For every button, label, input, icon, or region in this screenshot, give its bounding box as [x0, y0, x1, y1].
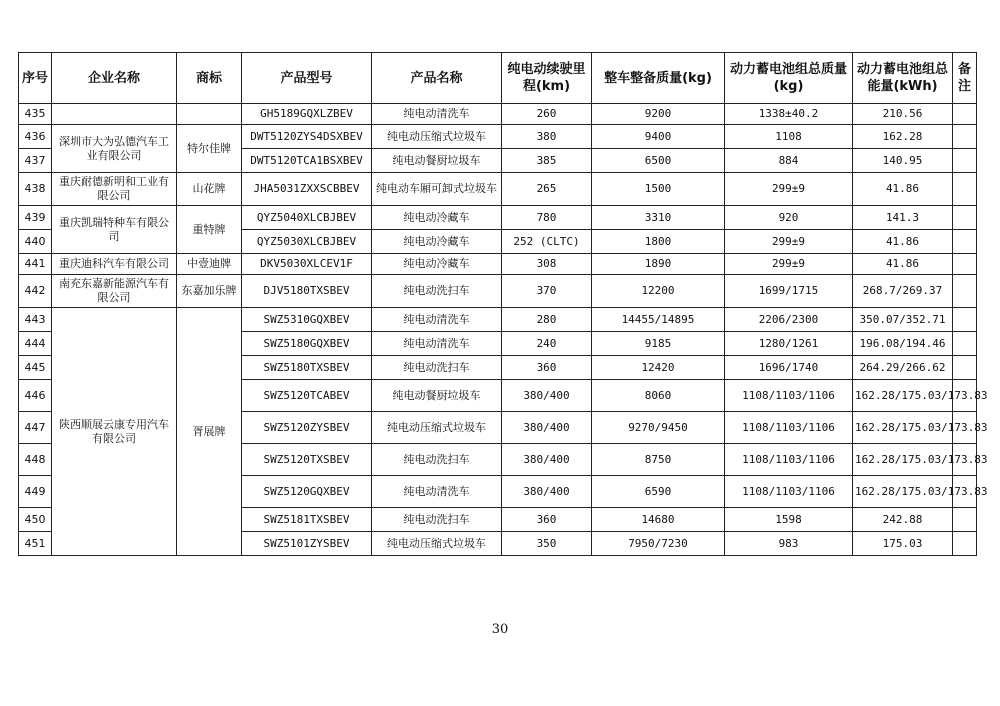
- model-cell: SWZ5101ZYSBEV: [242, 532, 372, 556]
- serial-cell: 435: [19, 104, 52, 125]
- remark-cell: [953, 508, 977, 532]
- curb-mass-cell: 6590: [592, 476, 725, 508]
- product-name-cell: 纯电动冷藏车: [372, 230, 502, 254]
- brand-cell: [177, 104, 242, 125]
- product-name-cell: 纯电动餐厨垃圾车: [372, 380, 502, 412]
- range-cell: 380/400: [502, 412, 592, 444]
- model-cell: DWT5120ZYS4DSXBEV: [242, 125, 372, 149]
- company-cell: 陕西顺展云康专用汽车有限公司: [52, 308, 177, 556]
- model-cell: SWZ5120TXSBEV: [242, 444, 372, 476]
- header-serial: 序号: [19, 53, 52, 104]
- remark-cell: [953, 125, 977, 149]
- battery-energy-cell: 242.88: [853, 508, 953, 532]
- range-cell: 360: [502, 356, 592, 380]
- brand-cell: 胥展牌: [177, 308, 242, 556]
- battery-mass-cell: 1108/1103/1106: [725, 380, 853, 412]
- range-cell: 380/400: [502, 476, 592, 508]
- serial-cell: 449: [19, 476, 52, 508]
- curb-mass-cell: 12420: [592, 356, 725, 380]
- brand-cell: 重特牌: [177, 206, 242, 254]
- table-row: [19, 173, 977, 206]
- remark-cell: [953, 230, 977, 254]
- remark-cell: [953, 104, 977, 125]
- battery-mass-cell: 1280/1261: [725, 332, 853, 356]
- curb-mass-cell: 1500: [592, 173, 725, 206]
- range-cell: 370: [502, 275, 592, 308]
- battery-energy-cell: 162.28: [853, 125, 953, 149]
- curb-mass-cell: 14680: [592, 508, 725, 532]
- product-name-cell: 纯电动洗扫车: [372, 444, 502, 476]
- company-cell: 南充东嘉新能源汽车有限公司: [52, 275, 177, 308]
- serial-cell: 445: [19, 356, 52, 380]
- battery-energy-cell: 41.86: [853, 173, 953, 206]
- model-cell: JHA5031ZXXSCBBEV: [242, 173, 372, 206]
- battery-energy-cell: 210.56: [853, 104, 953, 125]
- product-name-cell: 纯电动冷藏车: [372, 254, 502, 275]
- product-name-cell: 纯电动车厢可卸式垃圾车: [372, 173, 502, 206]
- table-row: [19, 104, 977, 125]
- range-cell: 350: [502, 532, 592, 556]
- battery-energy-cell: 140.95: [853, 149, 953, 173]
- curb-mass-cell: 9200: [592, 104, 725, 125]
- battery-mass-cell: 1108/1103/1106: [725, 444, 853, 476]
- product-name-cell: 纯电动洗扫车: [372, 508, 502, 532]
- model-cell: SWZ5181TXSBEV: [242, 508, 372, 532]
- header-row: [19, 53, 977, 104]
- range-cell: 780: [502, 206, 592, 230]
- remark-cell: [953, 149, 977, 173]
- model-cell: QYZ5030XLCBJBEV: [242, 230, 372, 254]
- company-cell: 深圳市大为弘德汽车工业有限公司: [52, 125, 177, 173]
- product-name-cell: 纯电动清洗车: [372, 308, 502, 332]
- battery-energy-cell: 141.3: [853, 206, 953, 230]
- remark-cell: [953, 332, 977, 356]
- range-cell: 380/400: [502, 444, 592, 476]
- company-cell: 重庆迪科汽车有限公司: [52, 254, 177, 275]
- battery-energy-cell: 41.86: [853, 230, 953, 254]
- serial-cell: 436: [19, 125, 52, 149]
- header-battery-energy: 动力蓄电池组总能量(kWh): [853, 53, 953, 104]
- product-name-cell: 纯电动洗扫车: [372, 356, 502, 380]
- header-model: 产品型号: [242, 53, 372, 104]
- page-number: 30: [491, 622, 509, 637]
- range-cell: 380: [502, 125, 592, 149]
- model-cell: DJV5180TXSBEV: [242, 275, 372, 308]
- range-cell: 360: [502, 508, 592, 532]
- product-name-cell: 纯电动洗扫车: [372, 275, 502, 308]
- battery-mass-cell: 1699/1715: [725, 275, 853, 308]
- brand-cell: 山花牌: [177, 173, 242, 206]
- serial-cell: 442: [19, 275, 52, 308]
- remark-cell: [953, 173, 977, 206]
- curb-mass-cell: 14455/14895: [592, 308, 725, 332]
- curb-mass-cell: 7950/7230: [592, 532, 725, 556]
- battery-energy-cell: 162.28/175.03/173.83: [853, 476, 953, 508]
- remark-cell: [953, 254, 977, 275]
- battery-mass-cell: 299±9: [725, 254, 853, 275]
- serial-cell: 450: [19, 508, 52, 532]
- serial-cell: 448: [19, 444, 52, 476]
- battery-energy-cell: 268.7/269.37: [853, 275, 953, 308]
- table-row: [19, 125, 977, 149]
- curb-mass-cell: 3310: [592, 206, 725, 230]
- header-range: 纯电动续驶里程(km): [502, 53, 592, 104]
- model-cell: SWZ5180TXSBEV: [242, 356, 372, 380]
- battery-energy-cell: 162.28/175.03/173.83: [853, 412, 953, 444]
- model-cell: SWZ5180GQXBEV: [242, 332, 372, 356]
- model-cell: SWZ5120ZYSBEV: [242, 412, 372, 444]
- company-cell: 重庆耐德新明和工业有限公司: [52, 173, 177, 206]
- serial-cell: 438: [19, 173, 52, 206]
- remark-cell: [953, 206, 977, 230]
- battery-mass-cell: 299±9: [725, 230, 853, 254]
- product-name-cell: 纯电动压缩式垃圾车: [372, 125, 502, 149]
- brand-cell: 东嘉加乐牌: [177, 275, 242, 308]
- serial-cell: 439: [19, 206, 52, 230]
- curb-mass-cell: 6500: [592, 149, 725, 173]
- table-row: [19, 206, 977, 230]
- battery-energy-cell: 264.29/266.62: [853, 356, 953, 380]
- battery-mass-cell: 1108/1103/1106: [725, 476, 853, 508]
- table-row: [19, 275, 977, 308]
- product-name-cell: 纯电动清洗车: [372, 476, 502, 508]
- range-cell: 252 (CLTC): [502, 230, 592, 254]
- battery-mass-cell: 1598: [725, 508, 853, 532]
- header-product-name: 产品名称: [372, 53, 502, 104]
- remark-cell: [953, 532, 977, 556]
- model-cell: DWT5120TCA1BSXBEV: [242, 149, 372, 173]
- header-curb-mass: 整车整备质量(kg): [592, 53, 725, 104]
- range-cell: 380/400: [502, 380, 592, 412]
- battery-mass-cell: 920: [725, 206, 853, 230]
- header-remark: 备注: [953, 53, 977, 104]
- serial-cell: 437: [19, 149, 52, 173]
- range-cell: 240: [502, 332, 592, 356]
- brand-cell: 中壹迪牌: [177, 254, 242, 275]
- product-name-cell: 纯电动清洗车: [372, 332, 502, 356]
- header-battery-mass: 动力蓄电池组总质量(kg): [725, 53, 853, 104]
- table-row: [19, 308, 977, 332]
- range-cell: 385: [502, 149, 592, 173]
- range-cell: 308: [502, 254, 592, 275]
- battery-mass-cell: 2206/2300: [725, 308, 853, 332]
- curb-mass-cell: 12200: [592, 275, 725, 308]
- range-cell: 260: [502, 104, 592, 125]
- battery-mass-cell: 884: [725, 149, 853, 173]
- serial-cell: 451: [19, 532, 52, 556]
- remark-cell: [953, 356, 977, 380]
- battery-mass-cell: 299±9: [725, 173, 853, 206]
- battery-energy-cell: 175.03: [853, 532, 953, 556]
- header-company: 企业名称: [52, 53, 177, 104]
- battery-mass-cell: 1696/1740: [725, 356, 853, 380]
- battery-energy-cell: 41.86: [853, 254, 953, 275]
- serial-cell: 444: [19, 332, 52, 356]
- model-cell: QYZ5040XLCBJBEV: [242, 206, 372, 230]
- battery-energy-cell: 196.08/194.46: [853, 332, 953, 356]
- model-cell: SWZ5120GQXBEV: [242, 476, 372, 508]
- battery-mass-cell: 1108: [725, 125, 853, 149]
- curb-mass-cell: 1890: [592, 254, 725, 275]
- model-cell: DKV5030XLCEV1F: [242, 254, 372, 275]
- header-brand: 商标: [177, 53, 242, 104]
- table-row: [19, 254, 977, 275]
- company-cell: [52, 104, 177, 125]
- curb-mass-cell: 8060: [592, 380, 725, 412]
- remark-cell: [953, 308, 977, 332]
- curb-mass-cell: 8750: [592, 444, 725, 476]
- product-name-cell: 纯电动餐厨垃圾车: [372, 149, 502, 173]
- curb-mass-cell: 9270/9450: [592, 412, 725, 444]
- serial-cell: 446: [19, 380, 52, 412]
- model-cell: GH5189GQXLZBEV: [242, 104, 372, 125]
- model-cell: SWZ5310GQXBEV: [242, 308, 372, 332]
- battery-mass-cell: 983: [725, 532, 853, 556]
- serial-cell: 441: [19, 254, 52, 275]
- range-cell: 265: [502, 173, 592, 206]
- product-name-cell: 纯电动压缩式垃圾车: [372, 532, 502, 556]
- battery-mass-cell: 1108/1103/1106: [725, 412, 853, 444]
- curb-mass-cell: 9400: [592, 125, 725, 149]
- remark-cell: [953, 275, 977, 308]
- vehicle-catalog-table: [18, 52, 988, 556]
- serial-cell: 447: [19, 412, 52, 444]
- model-cell: SWZ5120TCABEV: [242, 380, 372, 412]
- product-name-cell: 纯电动压缩式垃圾车: [372, 412, 502, 444]
- battery-energy-cell: 350.07/352.71: [853, 308, 953, 332]
- curb-mass-cell: 9185: [592, 332, 725, 356]
- curb-mass-cell: 1800: [592, 230, 725, 254]
- battery-energy-cell: 162.28/175.03/173.83: [853, 444, 953, 476]
- serial-cell: 443: [19, 308, 52, 332]
- serial-cell: 440: [19, 230, 52, 254]
- range-cell: 280: [502, 308, 592, 332]
- battery-energy-cell: 162.28/175.03/173.83: [853, 380, 953, 412]
- company-cell: 重庆凯瑞特种车有限公司: [52, 206, 177, 254]
- battery-mass-cell: 1338±40.2: [725, 104, 853, 125]
- brand-cell: 特尔佳牌: [177, 125, 242, 173]
- product-name-cell: 纯电动清洗车: [372, 104, 502, 125]
- product-name-cell: 纯电动冷藏车: [372, 206, 502, 230]
